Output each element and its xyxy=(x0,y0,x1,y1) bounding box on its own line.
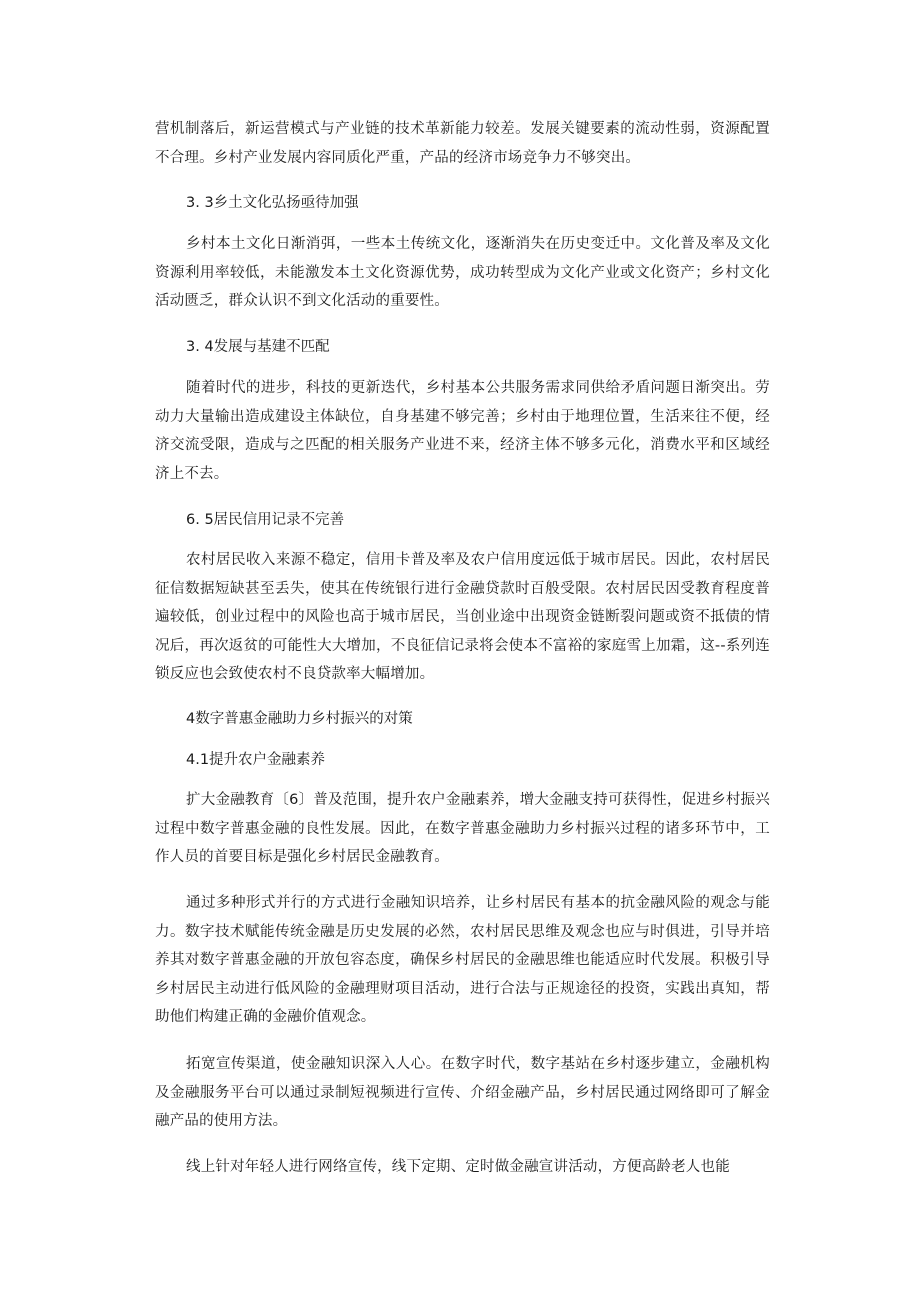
paragraph-3-3: 乡村本土文化日渐消弭，一些本土传统文化，逐渐消失在历史变迁中。文化普及率及文化资源利用率较低，未能激发本土文化资源优势，成功转型成为文化产业或文化资产；乡村文化活动匮乏，群众认识不到文化活动的重要性。 xyxy=(155,236,770,309)
paragraph-4-1-d: 线上针对年轻人进行网络宣传，线下定期、定时做金融宣讲活动，方便高龄老人也能 xyxy=(186,1159,730,1175)
paragraph-4-1-b: 通过多种形式并行的方式进行金融知识培养，让乡村居民有基本的抗金融风险的观念与能力。数字技术赋能传统金融是历史发展的必然，农村居民思维及观念也应与时俱进，引导并培养其对数字普惠金融的开放包容态度，确保乡村居民的金融思维也能适应时代发展。积极引导乡村居民主动进行低风险的金融理财项目活动，进行合法与正规途径的投资，实践出真知，帮助他们构建正确的金融价值观念。 xyxy=(155,895,770,1025)
paragraph-3-4: 随着时代的进步，科技的更新迭代，乡村基本公共服务需求同供给矛盾问题日渐突出。劳动力大量输出造成建设主体缺位，自身基建不够完善；乡村由于地理位置，生活来往不便，经济交流受限，造成与之匹配的相关服务产业进不来，经济主体不够多元化，消费水平和区域经济上不去。 xyxy=(155,380,770,482)
heading-3-3: 3. 3乡土文化弘扬亟待加强 xyxy=(186,195,359,211)
heading-3-4: 3. 4发展与基建不匹配 xyxy=(186,339,330,355)
heading-6-5: 6. 5居民信用记录不完善 xyxy=(186,512,345,528)
heading-4: 4数字普惠金融助力乡村振兴的对策 xyxy=(186,711,413,727)
paragraph-6-5: 农村居民收入来源不稳定，信用卡普及率及农户信用度远低于城市居民。因此，农村居民征信数据短缺甚至丢失，使其在传统银行进行金融贷款时百般受限。农村居民因受教育程度普遍较低，创业过程中的风险也高于城市居民，当创业途中出现资金链断裂问题或资不抵债的情况后，再次返贫的可能性大大增加，不良征信记录将会使本不富裕的家庭雪上加霜，这--系列连锁反应也会致使农村不良贷款率大幅增加。 xyxy=(155,552,770,682)
paragraph-intro: 营机制落后，新运营模式与产业链的技术革新能力较差。发展关键要素的流动性弱，资源配置不合理。乡村产业发展内容同质化严重，产品的经济市场竞争力不够突出。 xyxy=(155,121,770,166)
paragraph-4-1-a: 扩大金融教育〔6〕普及范围，提升农户金融素养，增大金融支持可获得性，促进乡村振兴过程中数字普惠金融的良性发展。因此，在数字普惠金融助力乡村振兴过程的诸多环节中，工作人员的首要目标是强化乡村居民金融教育。 xyxy=(155,792,770,865)
paragraph-4-1-c: 拓宽宣传渠道，使金融知识深入人心。在数字时代，数字基站在乡村逐步建立，金融机构及金融服务平台可以通过录制短视频进行宣传、介绍金融产品，乡村居民通过网络即可了解金融产品的使用方法。 xyxy=(155,1056,770,1129)
heading-4-1: 4.1提升农户金融素养 xyxy=(186,752,326,768)
